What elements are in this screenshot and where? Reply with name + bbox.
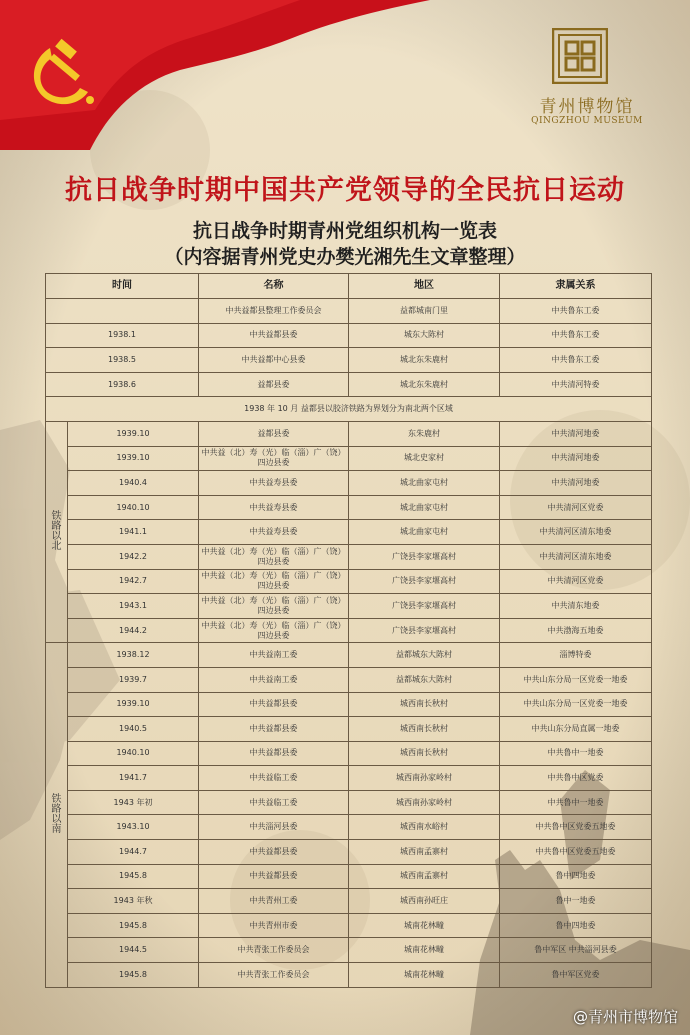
cell-affiliation: 鲁中军区 中共淄河县委 xyxy=(500,938,652,963)
cell-name: 中共淄河县委 xyxy=(199,815,349,840)
cell-area: 益都城南门里 xyxy=(349,299,500,324)
cell-affiliation: 中共清河地委 xyxy=(500,421,652,446)
cell-affiliation: 鲁中四地委 xyxy=(500,913,652,938)
table-row xyxy=(46,594,652,619)
table-row xyxy=(46,790,652,815)
cell-affiliation: 中共山东分局一区党委一地委 xyxy=(500,667,652,692)
table-row xyxy=(46,421,652,446)
cell-time: 1944.5 xyxy=(68,938,199,963)
cell-area: 城北曲家屯村 xyxy=(349,495,500,520)
cell-area: 城西南长秋村 xyxy=(349,741,500,766)
cell-affiliation: 中共鲁中一地委 xyxy=(500,790,652,815)
table-row xyxy=(46,348,652,373)
cell-affiliation: 中共鲁东工委 xyxy=(500,299,652,324)
cell-affiliation: 鲁中一地委 xyxy=(500,889,652,914)
header-name: 名称 xyxy=(199,274,349,299)
table-title: 抗日战争时期青州党组织机构一览表 xyxy=(192,220,497,242)
cell-area: 城西南孟寨村 xyxy=(349,864,500,889)
cell-area: 城北曲家屯村 xyxy=(349,520,500,545)
cell-time: 1941.7 xyxy=(68,766,199,791)
cell-area: 城北东朱鹿村 xyxy=(349,348,500,373)
cell-area: 城北史家村 xyxy=(349,446,500,471)
table-row xyxy=(46,963,652,988)
table-row xyxy=(46,667,652,692)
cell-affiliation: 中共山东分局一区党委一地委 xyxy=(500,692,652,717)
cell-affiliation: 中共清河地委 xyxy=(500,471,652,496)
cell-time: 1940.4 xyxy=(68,471,199,496)
cell-time: 1938.6 xyxy=(46,372,199,397)
table-row xyxy=(46,766,652,791)
cell-name: 中共青州市委 xyxy=(199,913,349,938)
table-row xyxy=(46,815,652,840)
cell-affiliation: 中共清东地委 xyxy=(500,594,652,619)
cell-area: 城南花林疃 xyxy=(349,938,500,963)
cell-name: 中共益南工委 xyxy=(199,643,349,668)
cell-name: 中共益都县整理工作委员会 xyxy=(199,299,349,324)
cell-time: 1938.12 xyxy=(68,643,199,668)
table-row xyxy=(46,372,652,397)
cell-area: 城南花林疃 xyxy=(349,913,500,938)
header-area: 地区 xyxy=(349,274,500,299)
table-row xyxy=(46,471,652,496)
cell-time: 1939.10 xyxy=(68,692,199,717)
cell-affiliation: 中共鲁中区党委五地委 xyxy=(500,840,652,865)
cell-affiliation: 鲁中四地委 xyxy=(500,864,652,889)
cell-affiliation: 中共清河区清东地委 xyxy=(500,520,652,545)
cell-affiliation: 中共鲁东工委 xyxy=(500,323,652,348)
cell-area: 城西南孟寨村 xyxy=(349,840,500,865)
cell-area: 城西南孙家岭村 xyxy=(349,790,500,815)
cell-name: 益都县委 xyxy=(199,421,349,446)
organization-table xyxy=(45,273,652,988)
cell-name: 中共益（北）寿（光）临（淄）广（饶）四边县委 xyxy=(199,446,349,471)
cell-time xyxy=(46,299,199,324)
partition-note: 1938 年 10 月 益都县以胶济铁路为界划分为南北两个区域 xyxy=(46,397,652,422)
table-row xyxy=(46,495,652,520)
cell-name: 中共益（北）寿（光）临（淄）广（饶）四边县委 xyxy=(199,618,349,643)
table-row xyxy=(46,741,652,766)
cell-area: 广饶县李家堰高村 xyxy=(349,569,500,594)
table-row xyxy=(46,889,652,914)
cell-affiliation: 中共渤海五地委 xyxy=(500,618,652,643)
table-row xyxy=(46,938,652,963)
table-source-note: （内容据青州党史办樊光湘先生文章整理） xyxy=(164,246,526,268)
cell-name: 中共青州工委 xyxy=(199,889,349,914)
cell-name: 中共益临工委 xyxy=(199,766,349,791)
header-time: 时间 xyxy=(46,274,199,299)
table-row xyxy=(46,717,652,742)
table-row xyxy=(46,446,652,471)
table-row xyxy=(46,913,652,938)
weibo-watermark: @青州市博物馆 xyxy=(572,1008,678,1026)
cell-name: 中共益都县委 xyxy=(199,741,349,766)
cell-area: 城北曲家屯村 xyxy=(349,471,500,496)
cell-name: 中共益都中心县委 xyxy=(199,348,349,373)
cell-affiliation: 中共清河地委 xyxy=(500,446,652,471)
table-row xyxy=(46,323,652,348)
cell-area: 广饶县李家堰高村 xyxy=(349,544,500,569)
table-header-row xyxy=(46,274,652,299)
cell-name: 中共益（北）寿（光）临（淄）广（饶）四边县委 xyxy=(199,544,349,569)
cell-affiliation: 中共鲁中区党委五地委 xyxy=(500,815,652,840)
table-row xyxy=(46,569,652,594)
cell-name: 中共益都县委 xyxy=(199,840,349,865)
cell-name: 中共益（北）寿（光）临（淄）广（饶）四边县委 xyxy=(199,569,349,594)
cell-name: 中共青张工作委员会 xyxy=(199,938,349,963)
cell-name: 中共益都县委 xyxy=(199,323,349,348)
cell-time: 1942.7 xyxy=(68,569,199,594)
cell-affiliation: 淄博特委 xyxy=(500,643,652,668)
cell-area: 益都城东大陈村 xyxy=(349,643,500,668)
cell-time: 1939.10 xyxy=(68,446,199,471)
cell-name: 中共益都县委 xyxy=(199,692,349,717)
cell-time: 1939.7 xyxy=(68,667,199,692)
cell-affiliation: 中共山东分局直属一地委 xyxy=(500,717,652,742)
cell-time: 1938.1 xyxy=(46,323,199,348)
cell-time: 1945.8 xyxy=(68,913,199,938)
cell-name: 中共益都县委 xyxy=(199,864,349,889)
cell-time: 1943.10 xyxy=(68,815,199,840)
cell-area: 城南花林疃 xyxy=(349,963,500,988)
cell-name: 中共益（北）寿（光）临（淄）广（饶）四边县委 xyxy=(199,594,349,619)
cell-time: 1943 年秋 xyxy=(68,889,199,914)
table-row-note xyxy=(46,397,652,422)
header-affiliation: 隶属关系 xyxy=(500,274,652,299)
cell-area: 城西南孙旺庄 xyxy=(349,889,500,914)
cell-area: 城西南孙家岭村 xyxy=(349,766,500,791)
cell-time: 1945.8 xyxy=(68,864,199,889)
table-row xyxy=(46,299,652,324)
cell-name: 中共益寿县委 xyxy=(199,471,349,496)
cell-time: 1940.10 xyxy=(68,495,199,520)
cell-affiliation: 中共鲁东工委 xyxy=(500,348,652,373)
cell-time: 1940.10 xyxy=(68,741,199,766)
table-row xyxy=(46,840,652,865)
cell-affiliation: 中共清河特委 xyxy=(500,372,652,397)
cell-area: 城北东朱鹿村 xyxy=(349,372,500,397)
cell-affiliation: 中共鲁中一地委 xyxy=(500,741,652,766)
cell-area: 城西南长秋村 xyxy=(349,692,500,717)
cell-affiliation: 鲁中军区党委 xyxy=(500,963,652,988)
cell-time: 1943 年初 xyxy=(68,790,199,815)
cell-area: 东朱鹿村 xyxy=(349,421,500,446)
cell-time: 1939.10 xyxy=(68,421,199,446)
table-row xyxy=(46,544,652,569)
cell-area: 城东大陈村 xyxy=(349,323,500,348)
cell-name: 中共益都县委 xyxy=(199,717,349,742)
table-row xyxy=(46,618,652,643)
table-row xyxy=(46,692,652,717)
cell-name: 益都县委 xyxy=(199,372,349,397)
cell-time: 1938.5 xyxy=(46,348,199,373)
table-row xyxy=(46,864,652,889)
cell-time: 1944.2 xyxy=(68,618,199,643)
region-label-south: 铁 路 以 南 xyxy=(46,643,68,987)
main-title: 抗日战争时期中国共产党领导的全民抗日运动 xyxy=(65,175,625,206)
cell-time: 1945.8 xyxy=(68,963,199,988)
cell-name: 中共益寿县委 xyxy=(199,495,349,520)
table-row xyxy=(46,520,652,545)
cell-name: 中共益南工委 xyxy=(199,667,349,692)
cell-area: 益都城东大陈村 xyxy=(349,667,500,692)
cell-area: 广饶县李家堰高村 xyxy=(349,618,500,643)
cell-time: 1940.5 xyxy=(68,717,199,742)
cell-name: 中共青张工作委员会 xyxy=(199,963,349,988)
cell-time: 1944.7 xyxy=(68,840,199,865)
cell-affiliation: 中共清河区党委 xyxy=(500,495,652,520)
cell-name: 中共益寿县委 xyxy=(199,520,349,545)
cell-affiliation: 中共清河区党委 xyxy=(500,569,652,594)
cell-time: 1941.1 xyxy=(68,520,199,545)
museum-name-en: QINGZHOU MUSEUM xyxy=(531,116,643,126)
party-flag xyxy=(0,0,430,160)
region-label-north: 铁 路 以 北 xyxy=(46,421,68,642)
museum-logo-icon xyxy=(552,28,608,84)
cell-name: 中共益临工委 xyxy=(199,790,349,815)
cell-time: 1943.1 xyxy=(68,594,199,619)
table-row xyxy=(46,643,652,668)
cell-area: 广饶县李家堰高村 xyxy=(349,594,500,619)
cell-affiliation: 中共鲁中区党委 xyxy=(500,766,652,791)
museum-name-cn: 青州博物馆 xyxy=(539,97,635,117)
cell-area: 城西南长秋村 xyxy=(349,717,500,742)
cell-time: 1942.2 xyxy=(68,544,199,569)
cell-area: 城西南水峪村 xyxy=(349,815,500,840)
cell-affiliation: 中共清河区清东地委 xyxy=(500,544,652,569)
